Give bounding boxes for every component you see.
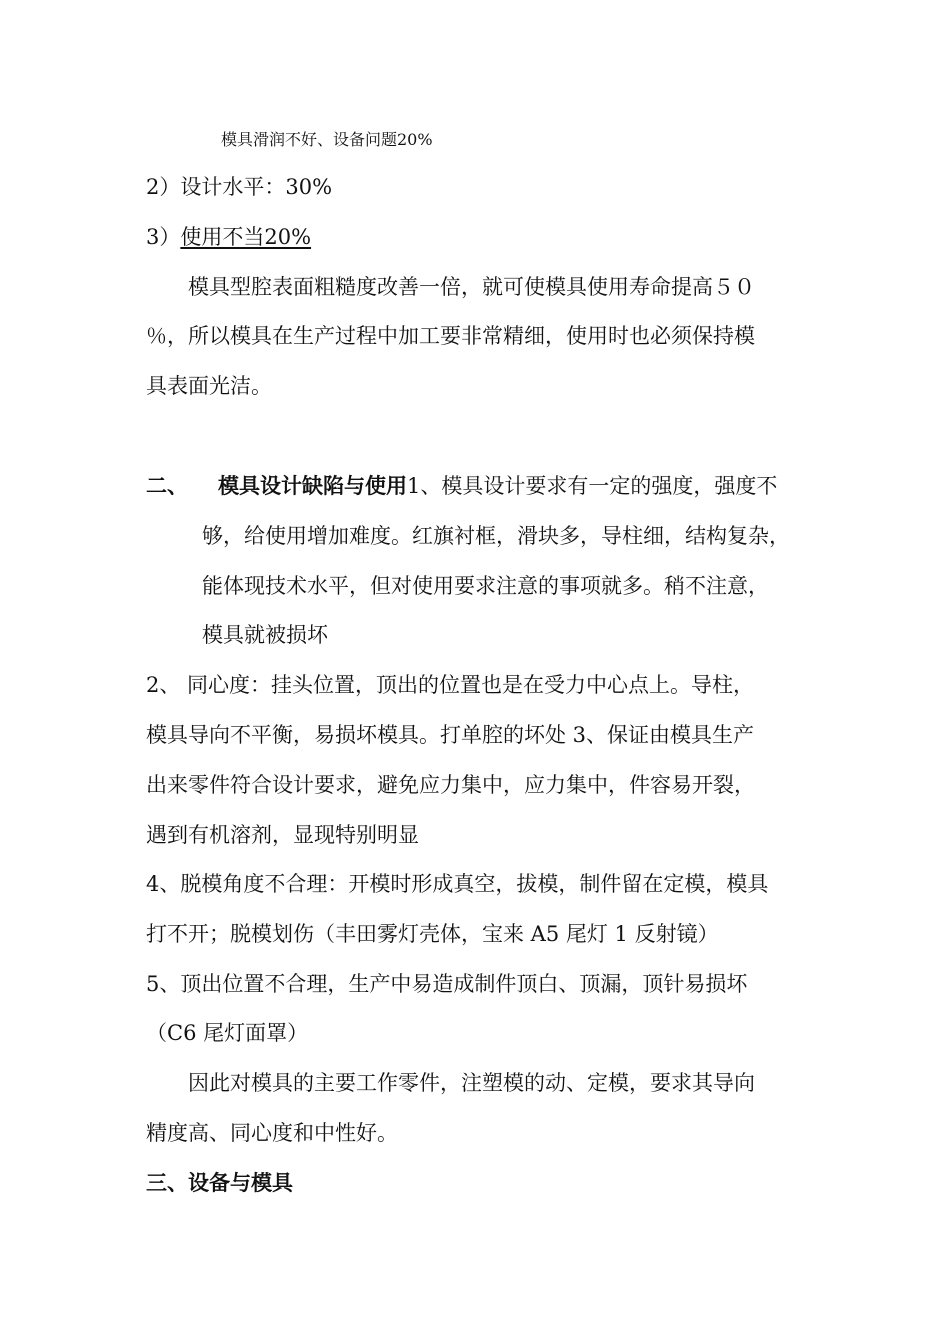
list-item-line: 出来零件符合设计要求，避免应力集中，应力集中，件容易开裂，: [146, 773, 755, 797]
list-item-2: 2）设计水平：30%: [146, 175, 333, 199]
list-item-line: （C6 尾灯面罩）: [146, 1021, 309, 1045]
list-item-line: 遇到有机溶剂，显现特别明显: [146, 823, 419, 847]
section-number: 二、: [146, 474, 188, 498]
list-item-line: 2、 同心度：挂头位置，顶出的位置也是在受力中心点上。导柱，: [146, 673, 755, 697]
section-title: 模具设计缺陷与使用: [218, 474, 407, 498]
underlined-text: 使用不当20%: [180, 225, 312, 249]
list-item-3-number: 3）: [146, 225, 181, 249]
list-item-3: [146, 223, 311, 251]
section-text-line: 够，给使用增加难度。红旗衬框，滑块多，导柱细，结构复杂，: [202, 524, 790, 548]
section-text-line: 模具就被损坏: [202, 623, 328, 647]
paragraph-line: ％，所以模具在生产过程中加工要非常精细，使用时也必须保持模: [146, 324, 755, 348]
section-2-heading: [146, 472, 777, 500]
paragraph-line: 具表面光洁。: [146, 374, 272, 398]
paragraph-line: 因此对模具的主要工作零件，注塑模的动、定模，要求其导向: [188, 1071, 755, 1095]
list-item-line: 打不开；脱模划伤（丰田雾灯壳体，宝来 A5 尾灯 1 反射镜）: [146, 922, 719, 946]
list-item-line: 模具导向不平衡，易损坏模具。打单腔的坏处 3、保证由模具生产: [146, 723, 755, 747]
section-3-heading: 三、设备与模具: [146, 1171, 293, 1195]
paragraph-line: 精度高、同心度和中性好。: [146, 1121, 398, 1145]
paragraph-line: 模具型腔表面粗糙度改善一倍，就可使模具使用寿命提高５０: [188, 275, 755, 299]
section-text: 1、模具设计要求有一定的强度，强度不: [407, 474, 778, 498]
section-text-line: 能体现技术水平，但对使用要求注意的事项就多。稍不注意，: [202, 574, 769, 598]
list-item-line: 4、脱模角度不合理：开模时形成真空，拔模，制件留在定模，模具: [146, 872, 769, 896]
list-item-line: 5、顶出位置不合理，生产中易造成制件顶白、顶漏，顶针易损坏: [146, 972, 748, 996]
text-line: 模具滑润不好、设备问题20%: [221, 130, 433, 149]
